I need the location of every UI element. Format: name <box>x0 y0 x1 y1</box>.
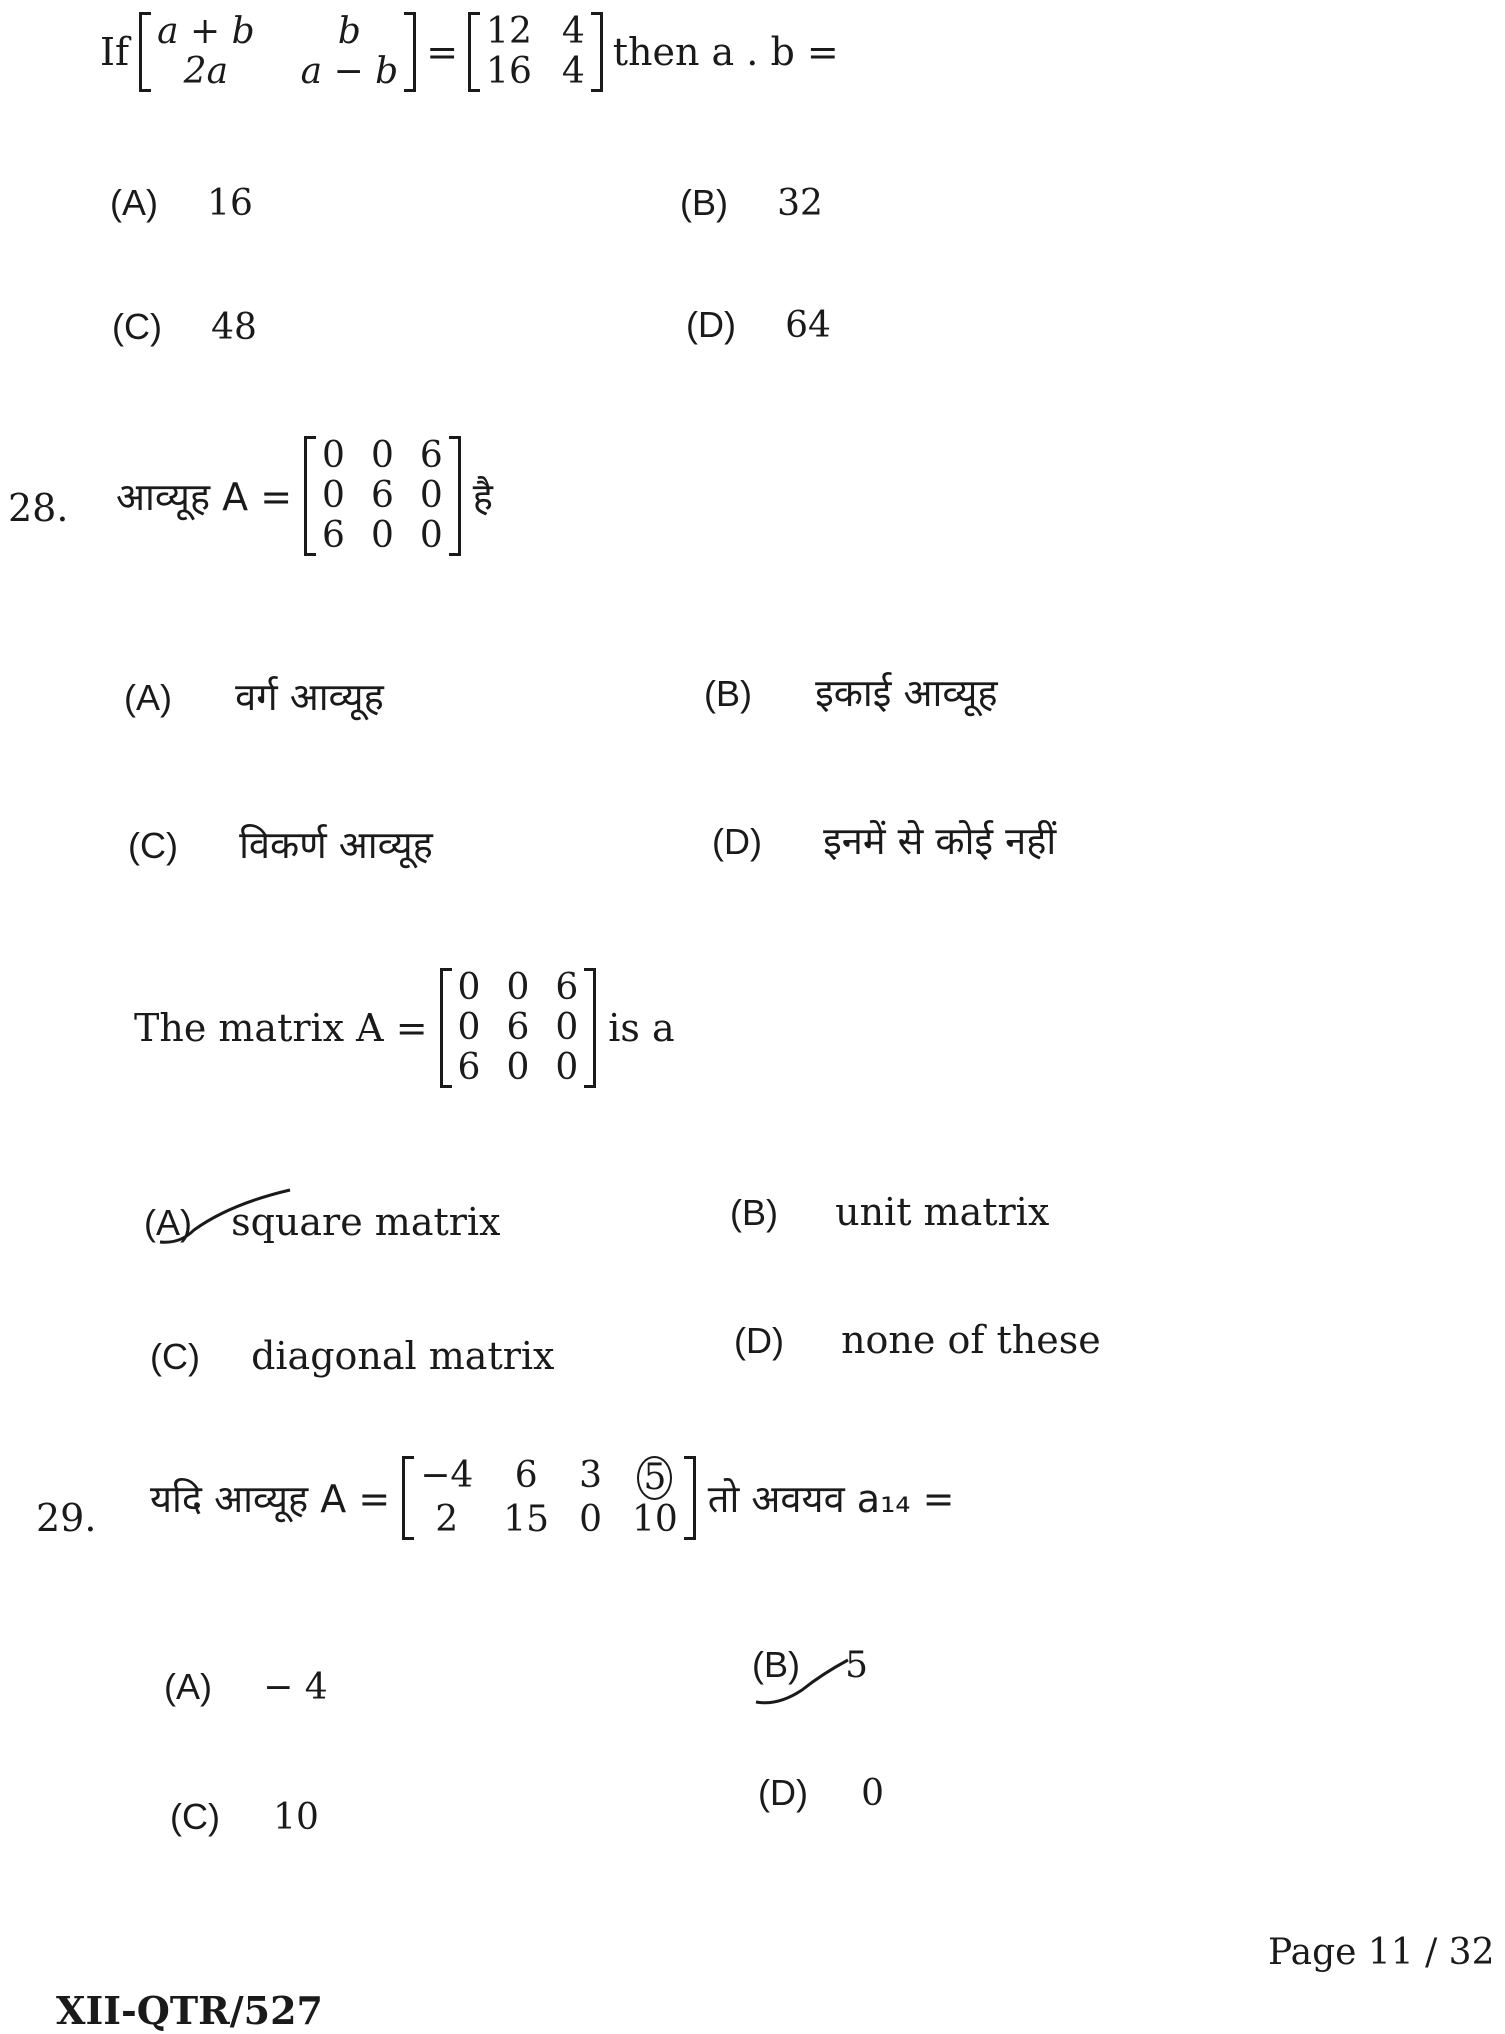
option-text: इकाई आव्यूह <box>815 671 998 715</box>
option-label: (A) <box>164 1666 212 1707</box>
option-label: (C) <box>128 825 178 866</box>
q27-option-a <box>110 182 253 224</box>
matrix-cell: 0 <box>370 515 394 556</box>
option-label: (B) <box>730 1192 778 1233</box>
matrix-cell: 6 <box>506 1007 530 1048</box>
q27-option-c <box>112 306 257 348</box>
q29-suffix: तो अवयव a₁₄ = <box>707 1477 955 1521</box>
option-label: (C) <box>112 306 162 347</box>
option-label: (A) <box>110 182 158 223</box>
matrix-cell: 0 <box>322 475 345 516</box>
q29-option-a <box>164 1666 328 1708</box>
matrix-cell: 0 <box>457 1007 481 1048</box>
matrix-cell: a − b <box>300 51 399 92</box>
circled-answer: 5 <box>637 1456 672 1500</box>
option-label: (C) <box>170 1796 220 1837</box>
q29-option-d <box>758 1772 884 1814</box>
option-text: unit matrix <box>835 1190 1050 1234</box>
option-label: (B) <box>680 182 728 223</box>
q28-hindi-prefix: आव्यूह A = <box>116 475 293 519</box>
matrix-cell: 6 <box>514 1455 538 1496</box>
q28-hindi-suffix: है <box>472 475 493 519</box>
q27-suffix: then a . b = <box>612 30 839 74</box>
option-text: विकर्ण आव्यूह <box>239 823 433 867</box>
q28-english-suffix: is a <box>608 1006 675 1050</box>
q29-matrix <box>402 1456 696 1540</box>
matrix-cell: 0 <box>555 1047 579 1088</box>
matrix-cell-circled <box>632 1456 678 1500</box>
option-text: वर्ग आव्यूह <box>235 675 384 719</box>
q29-prefix: यदि आव्यूह A = <box>150 1477 391 1521</box>
option-text: 5 <box>845 1645 868 1686</box>
q28-hindi-stem <box>116 436 493 556</box>
matrix-cell: 0 <box>457 967 481 1008</box>
q27-matrix-right <box>468 12 603 92</box>
matrix-cell: 0 <box>419 475 443 516</box>
matrix-cell: 6 <box>419 435 443 476</box>
q28-hindi-option-a <box>124 670 384 722</box>
matrix-cell: 0 <box>322 435 345 476</box>
q27-equals: = <box>426 30 459 74</box>
matrix-cell: 16 <box>486 51 532 92</box>
option-text: none of these <box>841 1318 1101 1362</box>
option-text: 0 <box>861 1773 884 1814</box>
q28-english-prefix: The matrix A = <box>134 1006 428 1050</box>
option-label: (D) <box>712 821 762 862</box>
q27-prefix: If <box>100 30 130 74</box>
paper-code: XII-QTR/527 <box>56 1988 323 2033</box>
check-mark-icon <box>150 1186 300 1256</box>
q28-english-option-c <box>150 1334 554 1378</box>
matrix-cell: −4 <box>420 1455 474 1496</box>
matrix-cell: 3 <box>579 1455 602 1496</box>
matrix-cell: 0 <box>370 435 394 476</box>
q29-option-c <box>170 1796 319 1838</box>
q28-hindi-option-d <box>712 814 1056 866</box>
matrix-cell: 15 <box>503 1499 550 1540</box>
option-label: (A) <box>144 1202 192 1243</box>
page-number: Page 11 / 32 <box>1268 1932 1495 1973</box>
matrix-cell: 0 <box>506 967 530 1008</box>
matrix-cell: 10 <box>631 1499 678 1540</box>
matrix-cell: 4 <box>561 11 585 52</box>
q29-stem <box>150 1456 954 1540</box>
matrix-cell: 6 <box>322 515 345 556</box>
matrix-cell: 0 <box>555 1007 579 1048</box>
q28-matrix-english <box>440 968 597 1088</box>
matrix-cell: 6 <box>555 967 579 1008</box>
matrix-cell: b <box>337 11 361 52</box>
q28-hindi-option-c <box>128 818 433 870</box>
option-text: 16 <box>207 183 253 224</box>
matrix-cell: 6 <box>457 1047 481 1088</box>
q27-stem <box>100 12 839 92</box>
q28-number: 28. <box>8 486 69 530</box>
q27-option-d <box>686 304 831 346</box>
matrix-cell: 2a <box>183 51 229 92</box>
option-text: इनमें से कोई नहीं <box>823 819 1057 863</box>
option-text: 10 <box>273 1797 319 1838</box>
option-label: (B) <box>704 673 752 714</box>
option-text: 48 <box>211 307 257 348</box>
option-label: (D) <box>758 1772 808 1813</box>
matrix-cell: 12 <box>486 11 532 52</box>
q29-number: 29. <box>36 1496 97 1540</box>
option-label: (C) <box>150 1336 200 1377</box>
matrix-cell: 4 <box>561 51 585 92</box>
matrix-cell: 6 <box>370 475 394 516</box>
q27-matrix-left <box>139 12 416 92</box>
q27-option-b <box>680 182 823 224</box>
option-label: (A) <box>124 677 172 718</box>
matrix-cell: 2 <box>435 1499 459 1540</box>
option-label: (D) <box>734 1320 784 1361</box>
q28-english-stem <box>134 968 675 1088</box>
check-mark-icon <box>752 1650 862 1710</box>
matrix-cell: a + b <box>157 11 255 52</box>
option-text: square matrix <box>231 1200 501 1244</box>
option-text: 32 <box>777 183 823 224</box>
q28-english-option-b <box>730 1190 1049 1234</box>
matrix-cell: 0 <box>419 515 443 556</box>
option-text: − 4 <box>263 1667 328 1708</box>
q28-hindi-option-b <box>704 666 998 718</box>
option-text: 64 <box>785 305 831 346</box>
matrix-cell: 0 <box>579 1499 602 1540</box>
option-label: (B) <box>752 1644 800 1685</box>
option-text: diagonal matrix <box>251 1334 555 1378</box>
q28-english-option-d <box>734 1318 1101 1362</box>
matrix-cell: 0 <box>506 1047 530 1088</box>
q28-matrix-hindi <box>304 436 461 556</box>
option-label: (D) <box>686 304 736 345</box>
